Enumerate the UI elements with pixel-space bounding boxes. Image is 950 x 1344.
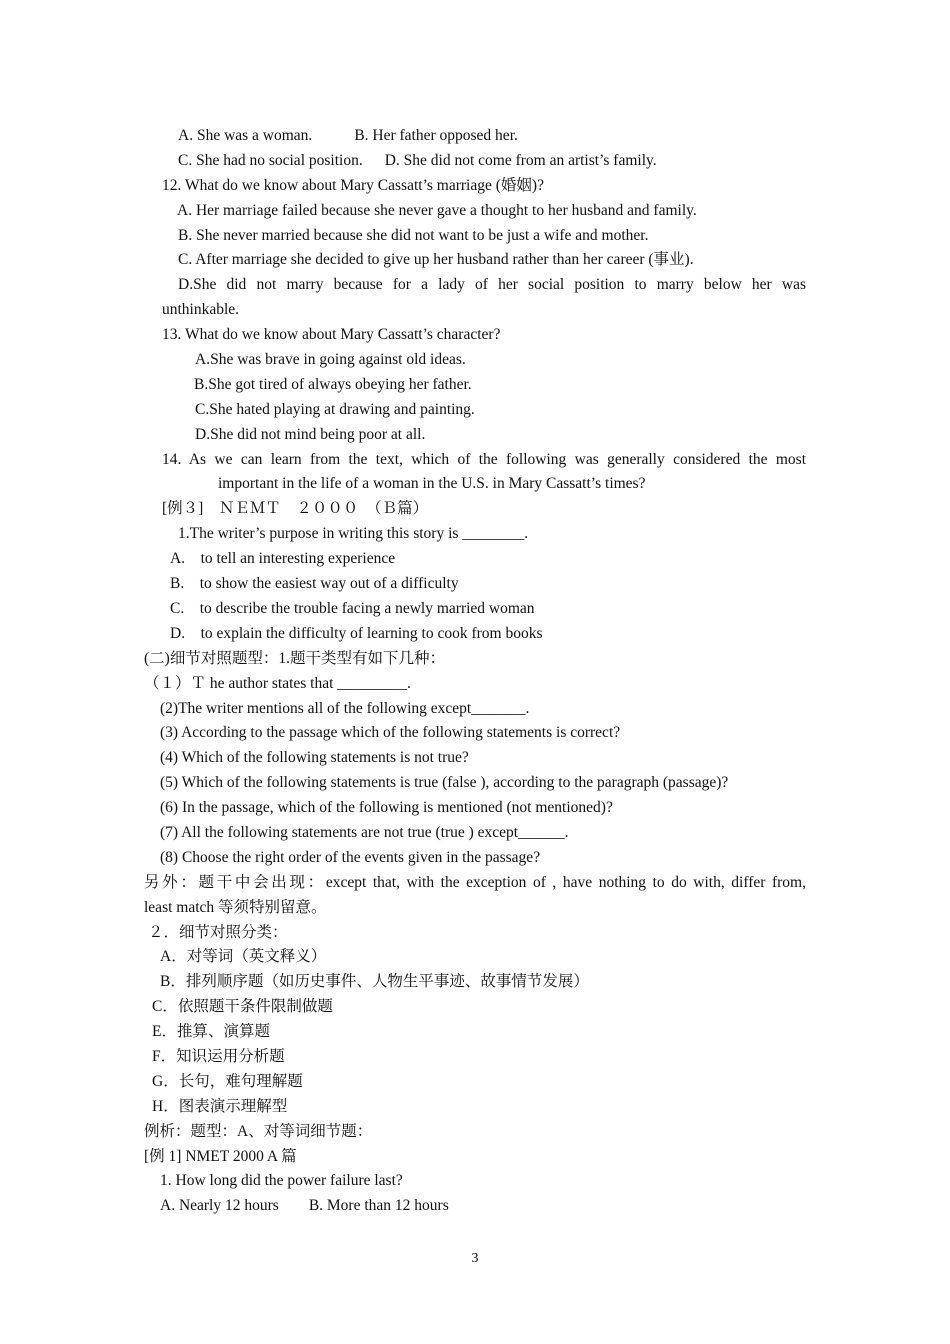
text-line [144,746,806,771]
text-line [144,796,806,821]
text-line [144,672,806,697]
text-line [144,721,806,746]
text-line [144,1070,806,1095]
text-segment: 13. What do we know about Mary Cassatt’s character? [162,326,501,344]
text-segment: (7) All the following statements are not true (true ) except______. [160,823,569,841]
text-segment: 例析：题型：A、对等词细节题： [144,1122,373,1140]
question-14-line-1: 14. As we can learn from the text, which of the following was generally considered the most [162,450,806,468]
text-line [144,149,806,174]
text-segment: 12. What do we know about Mary Cassatt’s marriage (婚姻)? [162,176,544,194]
text-segment: C. After marriage she decided to give up her husband rather than her career (事业). [178,251,694,269]
text-segment: unthinkable. [162,301,240,319]
text-segment: A. Nearly 12 hours [160,1197,279,1215]
question-14-line-2: important in the life of a woman in the U.S. in Mary Cassatt’s times? [218,475,646,493]
text-segment: D.She did not marry because for a lady of her social position to marry below her was [178,276,806,294]
text-line [144,945,806,970]
text-line [144,497,806,522]
text-segment: D. to explain the difficulty of learning to cook from books [170,624,543,642]
text-line [144,423,806,448]
text-segment: (3) According to the passage which of the following statements is correct? [160,724,621,742]
text-segment: A.She was brave in going against old ideas. [195,351,466,369]
text-segment: C．依照题干条件限制做题 [152,998,333,1016]
text-line [144,348,806,373]
text-segment: C.She hated playing at drawing and painting. [195,400,475,418]
text-segment: [例３] ＮＥＭＴ ２０００ （Ｂ篇） [162,500,429,518]
text-line [144,597,806,622]
text-line [144,323,806,348]
text-segment: B. More than 12 hours [308,1197,449,1215]
text-line [144,697,806,722]
text-line [144,846,806,871]
text-segment: 1.The writer’s purpose in writing this story is ________. [178,525,529,543]
text-line [144,896,806,921]
text-segment: B. She never married because she did not want to be just a wife and mother. [178,226,649,244]
text-line [144,199,806,224]
text-segment: [例 1] NMET 2000 A 篇 [144,1147,297,1165]
text-segment: G．长句，难句理解题 [152,1072,303,1090]
text-segment: H．图表演示理解型 [152,1097,288,1115]
text-line [144,871,806,896]
text-line [144,1095,806,1120]
text-line [144,248,806,273]
text-line [144,771,806,796]
text-line [144,522,806,547]
text-segment: B．排列顺序题（如历史事件、人物生平事迹、故事情节发展） [160,973,589,991]
text-line [144,224,806,249]
text-line [144,1120,806,1145]
text-segment: B. Her father opposed her. [354,127,518,144]
text-segment: B. to show the easiest way out of a difficulty [170,575,459,593]
text-segment: (6) In the passage, which of the following is mentioned (not mentioned)? [160,799,613,817]
text-line [144,821,806,846]
text-segment: A. She was a woman. [178,127,313,144]
text-line [144,572,806,597]
page-content [144,124,806,1219]
detail-question-section [144,497,806,1219]
text-segment: (2)The writer mentions all of the following except_______. [160,699,530,717]
text-segment: （１）Ｔ he author states that _________. [144,674,411,692]
text-segment: E．推算、演算题 [152,1023,270,1041]
text-segment: C. She had no social position. [178,151,363,169]
text-line [144,647,806,672]
text-segment: F．知识运用分析题 [152,1047,285,1065]
text-line [144,124,806,149]
text-segment: A. to tell an interesting experience [170,550,396,568]
text-segment: A. Her marriage failed because she never gave a thought to her husband and family. [177,201,697,219]
text-segment: (8) Choose the right order of the events given in the passage? [160,848,541,866]
text-line [144,273,806,298]
text-line [144,398,806,423]
text-segment: (4) Which of the following statements is not true? [160,749,469,767]
text-line [144,1194,806,1219]
text-segment: B.She got tired of always obeying her father. [194,375,472,393]
text-segment: D. She did not come from an artist’s family. [384,151,657,169]
text-line [144,373,806,398]
text-segment: (二)细节对照题型：1.题干类型有如下几种： [144,649,445,667]
text-line [144,921,806,946]
text-line [144,622,806,647]
text-line [144,970,806,995]
text-line [144,1145,806,1170]
text-line [144,995,806,1020]
question-block-11-13 [144,124,806,448]
text-segment: C. to describe the trouble facing a newly married woman [170,599,535,617]
question-14 [144,448,806,498]
text-line [144,298,806,323]
text-line [144,1045,806,1070]
text-segment: A．对等词（英文释义） [160,948,327,966]
text-segment: 另外：题干中会出现：except that, with the exception of , have nothing to do with, differ from, [144,873,806,891]
text-segment: ２．细节对照分类： [148,923,288,941]
text-line [144,1169,806,1194]
text-line [144,174,806,199]
text-line [144,1020,806,1045]
page-number: 3 [471,1251,479,1266]
text-segment: D.She did not mind being poor at all. [195,425,426,443]
text-segment: least match 等须特别留意。 [144,898,327,916]
text-segment: 1. How long did the power failure last? [160,1172,403,1190]
text-line [144,547,806,572]
text-segment: (5) Which of the following statements is true (false ), according to the paragraph (passage)? [160,774,729,792]
